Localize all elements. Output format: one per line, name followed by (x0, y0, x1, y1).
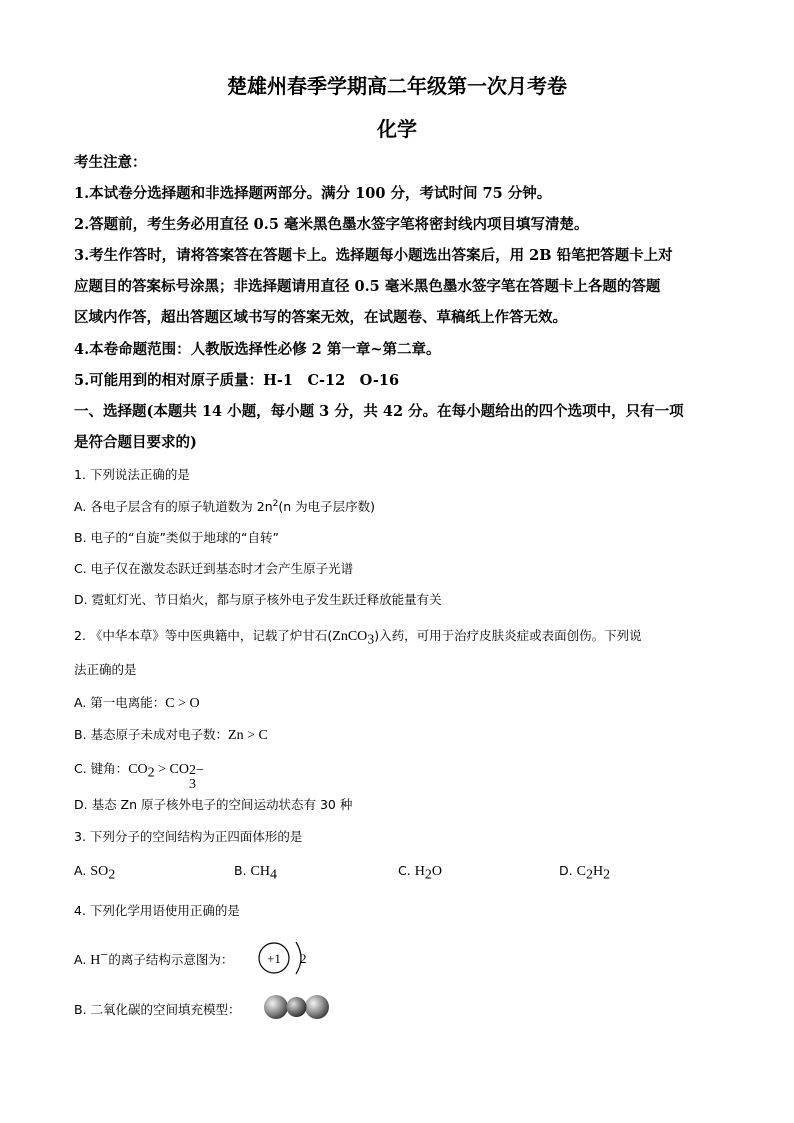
q1-option-a (74, 497, 734, 515)
q3-option-a (74, 863, 115, 884)
notice-heading: 考生注意： (74, 154, 147, 171)
q2-option-c-sup2: 2− (188, 763, 204, 778)
q1-option-b: B. 电子的“自旋”类似于地球的“自转” (74, 530, 279, 545)
subject-title: 化学 (377, 117, 417, 141)
q1-option-a-text: A. 各电子层含有的原子轨道数为 2n (74, 499, 273, 514)
q3-option-b-formula: CH (250, 864, 270, 879)
q4-option-a-label: A. (74, 952, 87, 968)
q3-option-a-formula: SO (90, 864, 109, 879)
q3-option-c-formula: H (414, 864, 425, 879)
q3-option-d-formula2: H (592, 864, 604, 879)
q2-option-c-formula1: CO (128, 762, 148, 777)
q2-option-a-text: A. 第一电离能： (74, 695, 166, 710)
q3-option-d-sub2: 2 (603, 867, 611, 883)
notice-item-5: 5.可能用到的相对原子质量：H-1 C-12 O-16 (74, 372, 400, 389)
q2-option-a-formula: C > O (165, 696, 200, 711)
q4-option-a-ion: H (90, 953, 101, 969)
q3-option-b-sub: 4 (270, 867, 277, 883)
carbon-atom (287, 997, 307, 1017)
q2-stem-line1 (74, 626, 734, 649)
q3-option-d-sub: 2 (585, 867, 593, 883)
q2-stem-line2: 法正确的是 (74, 662, 137, 677)
q2-stem-post: )入药，可用于治疗皮肤炎症或表面创伤。下列说 (374, 628, 642, 643)
q4-option-a (74, 948, 233, 969)
q3-option-c-sub: 2 (424, 867, 432, 883)
electron-shell-count: 2 (300, 951, 307, 966)
q3-stem: 3. 下列分子的空间结构为正四面体形的是 (74, 829, 303, 844)
q2-option-b (74, 725, 734, 744)
q4-option-b: B. 二氧化碳的空间填充模型： (74, 1002, 241, 1017)
q1-option-a-sup: 2 (272, 498, 279, 509)
q2-option-a (74, 693, 734, 712)
q3-option-c-formula2: O (431, 864, 442, 879)
q2-stem-formula-sub: 3 (367, 632, 375, 648)
q4-option-a-ion-sup: − (100, 948, 109, 963)
q3-option-a-label: A. (74, 863, 87, 878)
q2-option-c-formula2: > CO (154, 762, 189, 777)
ion-structure-diagram (256, 936, 316, 984)
q4-option-a-text: 的离子结构示意图为： (108, 952, 234, 968)
nucleus-charge: +1 (267, 951, 281, 966)
q3-option-d-formula: C (576, 864, 586, 879)
oxygen-atom-right (305, 995, 329, 1019)
section-heading-line1: 一、选择题(本题共 14 小题，每小题 3 分，共 42 分。在每小题给出的四个选项中，只有一项 (74, 403, 684, 420)
section-heading-line2: 是符合题目要求的) (74, 434, 197, 451)
q2-stem-pre: 2. 《中华本草》等中医典籍中，记载了炉甘石( (74, 628, 333, 643)
notice-item-3-line2: 应题目的答案标号涂黑；非选择题请用直径 0.5 毫米黑色墨水签字笔在答题卡上各题的答题 (74, 278, 661, 295)
q3-option-d (559, 863, 610, 884)
q1-option-a-tail: (n 为电子层序数) (278, 499, 376, 514)
q3-option-c (398, 863, 442, 884)
notice-item-1: 1.本试卷分选择题和非选择题两部分。满分 100 分，考试时间 75 分钟。 (74, 185, 552, 202)
q4-stem: 4. 下列化学用语使用正确的是 (74, 903, 240, 918)
q2-option-c-sub2: 3 (188, 777, 196, 792)
notice-item-4: 4.本卷命题范围：人教版选择性必修 2 第一章~第二章。 (74, 341, 441, 358)
q3-option-b (234, 863, 277, 884)
q3-option-a-sub: 2 (108, 867, 116, 883)
notice-item-3-line1: 3.考生作答时，请将答案答在答题卡上。选择题每小题选出答案后，用 2B 铅笔把答题卡上对 (74, 247, 673, 264)
q2-stem-formula: ZnCO (332, 629, 368, 644)
q1-option-c: C. 电子仅在激发态跃迁到基态时才会产生原子光谱 (74, 561, 354, 576)
q2-option-c (74, 759, 734, 792)
notice-item-3-line3: 区域内作答，超出答题区域书写的答案无效，在试题卷、草稿纸上作答无效。 (74, 309, 567, 326)
co2-space-filling-model (262, 992, 332, 1026)
q2-option-d: D. 基态 Zn 原子核外电子的空间运动状态有 30 种 (74, 797, 353, 812)
q2-option-b-text: B. 基态原子未成对电子数： (74, 727, 229, 742)
q3-option-b-label: B. (234, 863, 247, 878)
q1-option-d: D. 霓虹灯光、节日焰火，都与原子核外电子发生跃迁释放能量有关 (74, 592, 442, 607)
exam-title: 楚雄州春季学期高二年级第一次月考卷 (227, 74, 567, 98)
q2-option-b-formula: Zn > C (228, 728, 268, 743)
q3-option-c-label: C. (398, 863, 411, 878)
q1-stem: 1. 下列说法正确的是 (74, 467, 190, 482)
notice-item-2: 2.答题前，考生务必用直径 0.5 毫米黑色墨水签字笔将密封线内项目填写清楚。 (74, 216, 589, 233)
q3-option-d-label: D. (559, 863, 573, 878)
q2-option-c-text: C. 键角： (74, 761, 129, 776)
q2-option-c-sub1: 2 (147, 765, 155, 781)
oxygen-atom-left (264, 995, 288, 1019)
